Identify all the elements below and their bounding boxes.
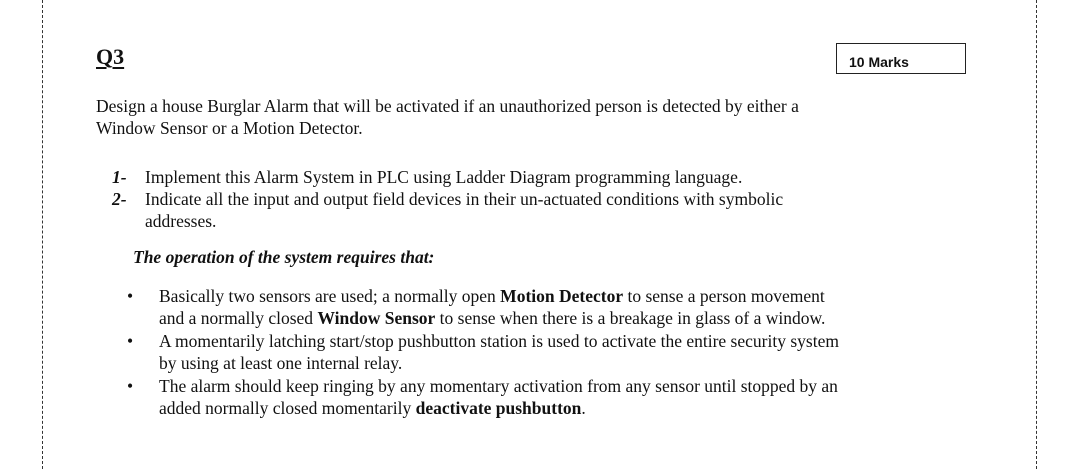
text-run: added normally closed momentarily: [159, 398, 416, 418]
emphasis-motion-detector: Motion Detector: [500, 286, 624, 306]
bullet-text: [159, 330, 999, 374]
task-line: addresses.: [145, 211, 217, 231]
emphasis-deactivate-pushbutton: deactivate pushbutton: [415, 398, 582, 418]
page-border-right: [1036, 0, 1037, 469]
marks-box: 10 Marks: [836, 43, 966, 74]
task-text: [145, 166, 965, 188]
task-text: [145, 188, 965, 232]
intro-line-2: Window Sensor or a Motion Detector.: [96, 118, 363, 138]
question-intro: [96, 95, 976, 139]
task-number: 2-: [112, 189, 127, 209]
task-line: Implement this Alarm System in PLC using Ladder Diagram programming language.: [145, 167, 743, 187]
text-run: to sense when there is a breakage in glass of a window.: [435, 308, 826, 328]
text-run: Basically two sensors are used; a normally open: [159, 286, 501, 306]
page-border-left: [42, 0, 43, 469]
task-line: Indicate all the input and output field devices in their un-actuated conditions with symbolic: [145, 189, 784, 209]
emphasis-window-sensor: Window Sensor: [317, 308, 436, 328]
bullet-icon: •: [127, 376, 134, 396]
bullet-icon: •: [127, 331, 134, 351]
bullet-text: [159, 285, 999, 329]
text-run: to sense a person movement: [623, 286, 825, 306]
bullet-text: [159, 375, 999, 419]
text-run: and a normally closed: [159, 308, 318, 328]
bullet-icon: •: [127, 286, 134, 306]
intro-line-1: Design a house Burglar Alarm that will be activated if an unauthorized person is detected by either a: [96, 96, 799, 116]
text-line: by using at least one internal relay.: [159, 353, 403, 373]
task-number: 1-: [112, 167, 127, 187]
requirements-heading: The operation of the system requires that:: [133, 247, 435, 267]
text-line: The alarm should keep ringing by any momentary activation from any sensor until stopped by an: [159, 376, 838, 396]
question-number: Q3: [96, 44, 125, 69]
text-run: .: [581, 398, 586, 418]
text-line: A momentarily latching start/stop pushbutton station is used to activate the entire security system: [159, 331, 839, 351]
